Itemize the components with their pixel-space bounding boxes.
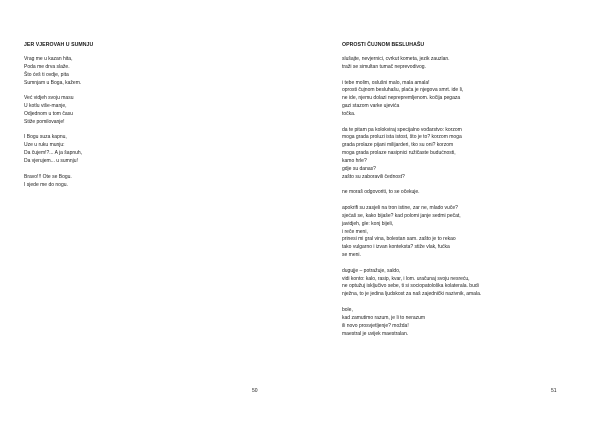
poem-line: I sjede me do nogu. xyxy=(24,181,68,188)
stanza xyxy=(342,127,582,182)
poem-line: gazi stazom varke ujevića xyxy=(342,103,400,110)
poem-line: Što ćeš ti ovdje, pita xyxy=(24,71,69,78)
page-number-right: 51 xyxy=(551,388,557,394)
poem-line: dugujje – potražuje, saldo, xyxy=(342,267,401,274)
poem-line: i tebe molim, oslušni malo, mala amala! xyxy=(342,79,430,86)
stanza xyxy=(24,174,224,190)
poem-title-left: JER VJEROVAH U SUMNJU xyxy=(24,42,94,48)
stanza xyxy=(342,189,582,197)
poem-line: apokrifi su zasjeli na tron istine, zar ne, mlado vuče? xyxy=(342,205,458,212)
poem-line: bole, xyxy=(342,307,353,313)
stanza xyxy=(342,205,582,260)
poem-line: I Bogu suza kapnu, xyxy=(24,134,67,141)
stanza xyxy=(24,56,224,87)
right-page xyxy=(300,0,600,423)
poem-line: Sumnjam u Boga, kažem. xyxy=(24,79,82,86)
poem-line: se meni. xyxy=(342,252,361,259)
poem-line: Da čujem!?... A ja šapnuh, xyxy=(24,150,83,157)
poem-line: ne optužuj isključivo sebe, ti si sociopatološka kolaterala. budi xyxy=(342,283,479,290)
poem-line: Stiže pomilovanje! xyxy=(24,118,65,125)
poem-line: maestral je uvijek maestralan. xyxy=(342,330,409,337)
poem-line: Da vjerujem... u sumnju! xyxy=(24,157,78,164)
stanza xyxy=(24,134,224,165)
poem-line: ne moraš odgovoriti, to se očekuje. xyxy=(342,189,420,196)
poem-line: Odjednom u tom času xyxy=(24,110,73,117)
poem-line: moga grada proluzi ista istost, što je to? korzom moga xyxy=(342,134,462,141)
poem-title-right: OPROSTI ČUJNOM BESLUHAŠU xyxy=(342,42,425,48)
poem-line: prinesi mi gral vina, bolestan sam. zašto je to rekao xyxy=(342,236,456,243)
poem-line: točka. xyxy=(342,110,356,117)
stanza xyxy=(342,80,582,119)
poem-line: Uze u ruku munju: xyxy=(24,142,65,149)
poem-line: Vrag me u kazan hita, xyxy=(24,56,73,62)
poem-line: moga grada prolaze nasipnici ružičaste budućnosti, xyxy=(342,150,456,157)
stanza xyxy=(342,307,582,338)
poem-line: gdje su danas? xyxy=(342,165,376,172)
poem-line: ili novo prosvjetljenje? možda! xyxy=(342,322,409,329)
poem-body-left xyxy=(24,56,224,197)
poem-line: zašto su zaboravili čednost? xyxy=(342,173,405,180)
poem-line: U kotlu više-manje, xyxy=(24,103,67,110)
poem-line: nježna, to je jedina ljudskost za naš zajednički nazivnik, amala. xyxy=(342,291,482,298)
poem-line: da te pitam pa kolokviraj specijalno vođarstvo: korzom xyxy=(342,126,462,133)
poem-line: kad zamutimo razum, je li to nerazum xyxy=(342,314,426,321)
poem-line: tako vulgarno i izvan konteksta? stiže vlak, fućka xyxy=(342,244,450,251)
poem-line: Već vidjeh svoju masu xyxy=(24,95,74,102)
poem-line: Bravo!!! Ote se Bogu. xyxy=(24,173,72,180)
stanza xyxy=(342,268,582,299)
poem-line: ne ide, njemu dolazi neprepremljenom. kočija pegaza xyxy=(342,95,461,102)
poem-line: slušajte, nevjernici, cvrkut kometa, jezik zauzlan. xyxy=(342,56,450,62)
poem-line: traži se simultan tumač neprevodivog. xyxy=(342,63,426,70)
stanza xyxy=(342,56,582,72)
stanza xyxy=(24,95,224,126)
page-number-left: 50 xyxy=(252,388,258,394)
poem-line: sjećaš se, kako bijaše? kad polomi janje sedmi pečat, xyxy=(342,212,461,219)
poem-line: javidjeh, gle: konj bijeli, xyxy=(342,220,394,227)
poem-line: kamo hrle? xyxy=(342,157,367,164)
poem-line: Poda me drva slaže. xyxy=(24,63,70,70)
poem-line: i reče meni, xyxy=(342,228,368,235)
poem-line: oprosti čujnom besluhašu, plaća je njegova smrt. ide li, xyxy=(342,87,464,94)
poem-line: grada prolaze pijani milijarderi, tko su oni? korzom xyxy=(342,142,454,149)
poem-line: vidi konto: kalo, rasip, kvar, i lom. uračunaj svoju nesreću, xyxy=(342,275,470,282)
poem-body-right xyxy=(342,56,582,346)
